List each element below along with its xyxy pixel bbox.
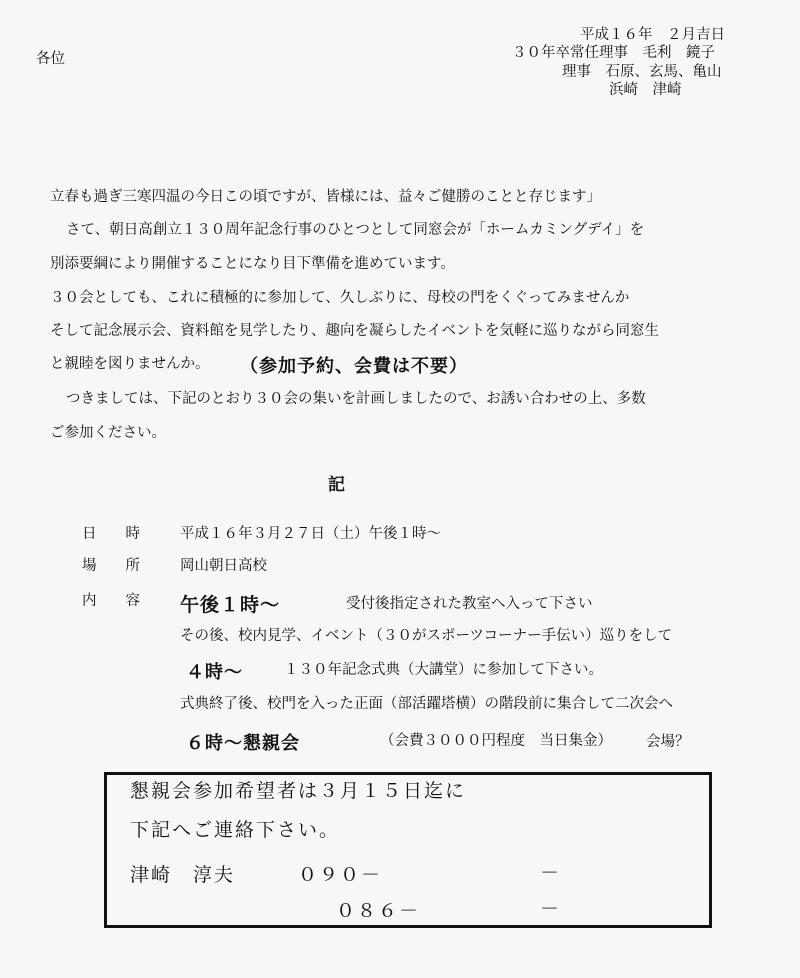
- addressee: 各位: [36, 51, 65, 67]
- body-p1: 立春も過ぎ三寒四温の今日この頃ですが、皆様には、益々ご健勝のことと存じます」: [50, 189, 601, 205]
- body-p3c-emphasis: （参加予約、会費は不要）: [240, 356, 468, 377]
- header-sender-line2: 理事 石原、玄馬、亀山: [562, 64, 722, 80]
- body-p4a: つきましては、下記のとおり３０会の集いを計画しましたので、お誘い合わせの上、多数: [66, 391, 646, 407]
- header-sender-line1: ３０年卒常任理事 毛利 鏡子: [512, 45, 715, 61]
- ki-heading: 記: [328, 475, 345, 495]
- place-value: 岡山朝日高校: [180, 558, 267, 574]
- content-c1-time: 午後１時～: [180, 594, 281, 616]
- date-label: 日 時: [82, 526, 140, 542]
- box-line2: 下記へご連絡下さい。: [130, 819, 341, 841]
- box-line1: 懇親会参加希望者は３月１５日迄に: [130, 780, 467, 802]
- content-c3-time: ４時～: [186, 662, 243, 683]
- content-c4: 式典終了後、校門を入った正面（部活躍塔横）の階段前に集合して二次会へ: [180, 696, 673, 712]
- body-p2a: さて、朝日高創立１３０周年記念行事のひとつとして同窓会が「ホームカミングデイ」を: [66, 222, 645, 238]
- body-p3c: と親睦を図りませんか。: [50, 356, 210, 372]
- header-sender-line3: 浜崎 津崎: [609, 82, 682, 98]
- body-p2b: 別添要綱により開催することになり目下準備を進めています。: [50, 256, 455, 272]
- body-p3b: そして記念展示会、資料館を見学したり、趣向を凝らしたイベントを気軽に巡りながら同窓生: [50, 323, 659, 339]
- body-p4b: ご参加ください。: [50, 425, 166, 441]
- phone2-prefix: ０８６－: [336, 900, 421, 922]
- date-value: 平成１６年３月２７日（土）午後１時～: [180, 526, 441, 542]
- header-date: 平成１６年 ２月吉日: [580, 27, 725, 43]
- content-label: 内 容: [82, 593, 140, 609]
- content-c5-venue: 会場？: [646, 734, 690, 750]
- place-label: 場 所: [82, 558, 140, 574]
- phone1-dash: －: [540, 862, 562, 884]
- content-c5-time: ６時～懇親会: [186, 733, 300, 754]
- content-c3-text: １３０年記念式典（大講堂）に参加して下さい。: [284, 662, 603, 678]
- content-c2: その後、校内見学、イベント（３０がスポーツコーナー手伝い）巡りをして: [180, 628, 673, 644]
- content-c1-text: 受付後指定された教室へ入って下さい: [346, 596, 593, 612]
- phone2-dash: －: [540, 898, 562, 920]
- content-c5-text: （会費３０００円程度 当日集金）: [380, 733, 612, 749]
- phone1-prefix: ０９０－: [298, 864, 383, 886]
- body-p3a: ３０会としても、これに積極的に参加して、久しぶりに、母校の門をくぐってみませんか: [50, 290, 630, 306]
- contact-name: 津崎 淳夫: [130, 864, 236, 886]
